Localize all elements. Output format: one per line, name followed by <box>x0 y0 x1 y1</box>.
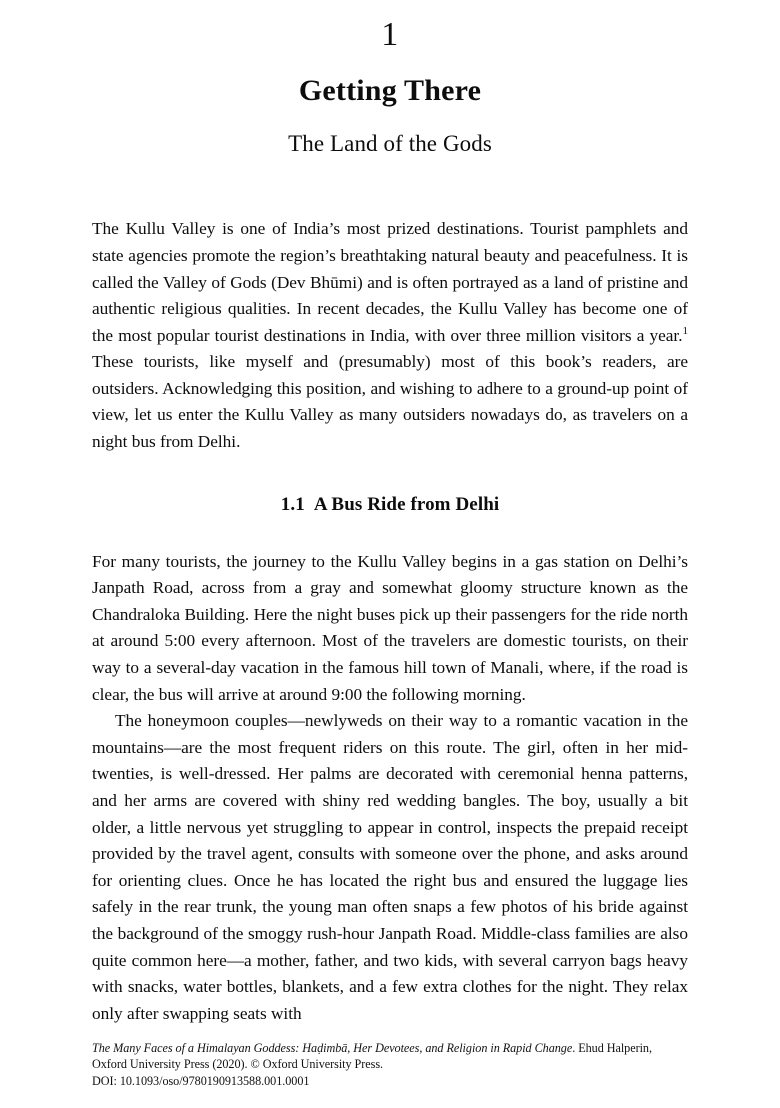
section-heading <box>92 456 688 549</box>
citation-publisher: Oxford University Press (2020). © Oxford University Press. <box>92 1057 384 1072</box>
chapter-subtitle: The Land of the Gods <box>288 130 492 156</box>
footer-citation <box>92 1040 706 1089</box>
section-title: A Bus Ride from Delhi <box>313 493 500 515</box>
citation-doi[interactable]: DOI: 10.1093/oso/9780190913588.001.0001 <box>92 1073 310 1088</box>
paragraph-intro <box>92 216 688 455</box>
citation-book-title: The Many Faces of a Himalayan Goddess: Haḍimbā, Her Devotees, and Religion in Rapid Change <box>92 1041 573 1055</box>
paragraph-bus-station: For many tourists, the journey to the Kullu Valley begins in a gas station on Delhi’s Janpath Road, across from a gray and somewhat gloomy structure known as the Chandraloka Building. Here the night buses pick up their passengers for the ride north at around 5:00 every afternoon. Most of the travelers are domestic tourists, on their way to a several-day vacation in the famous hill town of Manali, where, if the road is clear, the bus will arrive at around 9:00 the following morning. <box>92 551 688 704</box>
paragraph-intro-text-cont: These tourists, like myself and (presumably) most of this book’s readers, are outsiders. Acknowledging this position, and wishing to adhere to a ground-up point of view, let us enter the Kullu Valley as many outsiders nowadays do, as travelers on a night bus from Delhi. <box>92 352 688 452</box>
citation-title-line <box>92 1040 706 1056</box>
chapter-number: 1 <box>381 16 399 53</box>
footnote-marker[interactable]: 1 <box>682 324 688 337</box>
citation-author: . Ehud Halperin, <box>572 1041 652 1055</box>
body-content <box>92 157 688 1027</box>
paragraph-honeymoon-couples: The honeymoon couples—newlyweds on their way to a romantic vacation in the mountains—are the most frequent riders on this route. The girl, often in her mid-twenties, is well-dressed. Her palms are decorated with ceremonial henna patterns, and her arms are covered with shiny red wedding bangles. The boy, usually a bit older, a little nervous yet struggling to appear in control, inspects the prepaid receipt provided by the travel agent, consults with someone over the phone, and asks around for orienting clues. Once he has located the right bus and ensured the luggage lies safely in the rear trunk, the young man often snaps a few photos of his bride against the background of the smoggy rush-hour Janpath Road. Middle-class families are also quite common here—a mother, father, and two kids, with several carryon bags heavy with snacks, water bottles, blankets, and a few extra clothes for the night. They relax only after swapping seats with <box>92 711 688 1023</box>
paragraph-intro-text: The Kullu Valley is one of India’s most prized destinations. Tourist pamphlets and state agencies promote the region’s breathtaking natural beauty and peacefulness. It is called the Valley of Gods (Dev Bhūmi) and is often portrayed as a land of pristine and authentic religious qualities. In recent decades, the Kullu Valley has become one of the most popular tourist destinations in India, with over three million visitors a year. <box>92 219 688 345</box>
section-number: 1.1 <box>280 493 305 515</box>
chapter-title: Getting There <box>298 74 482 108</box>
